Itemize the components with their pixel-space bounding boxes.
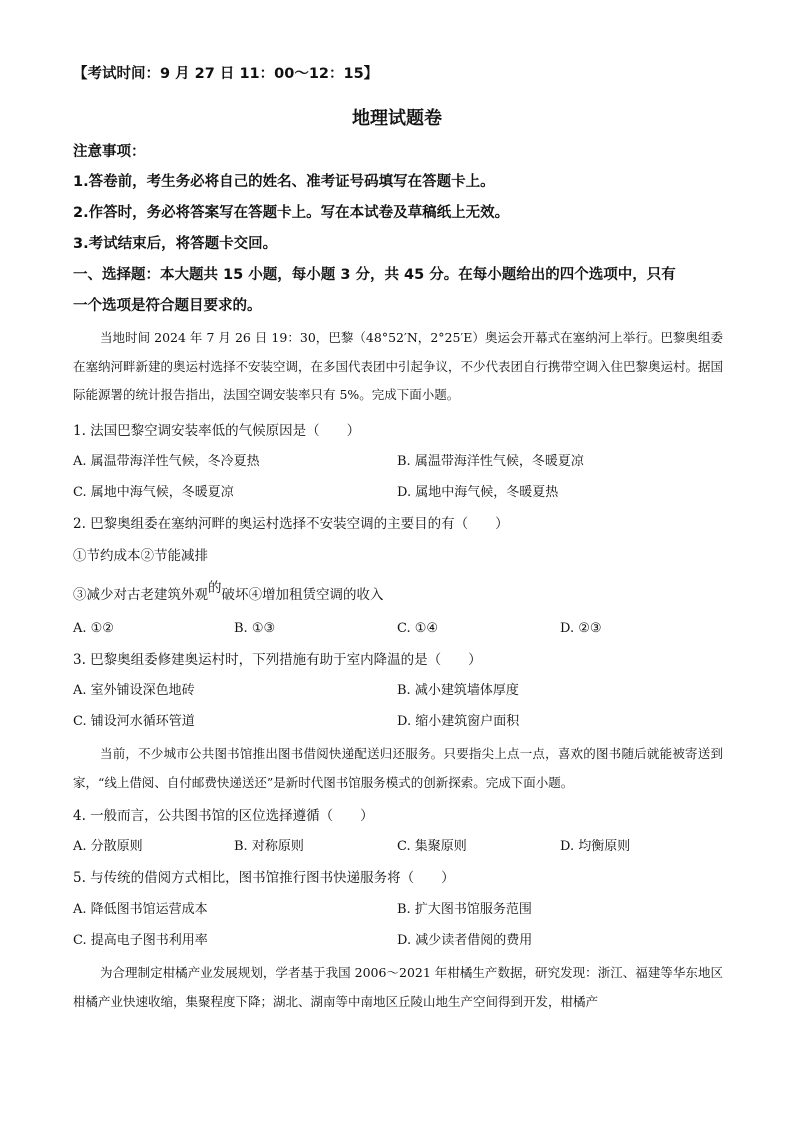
note-item: 2.作答时，务必将答案写在答题卡上。写在本试卷及草稿纸上无效。 — [73, 205, 510, 221]
option-d: D. ②③ — [560, 621, 602, 636]
exam-time: 【考试时间：9 月 27 日 11：00～12：15】 — [73, 66, 379, 82]
option-b: B. 扩大图书馆服务范围 — [397, 902, 532, 917]
option-d: D. 属地中海气候，冬暖夏热 — [397, 485, 559, 500]
option-c: C. 铺设河水循环管道 — [73, 714, 195, 729]
option-b: B. 属温带海洋性气候，冬暖夏凉 — [397, 454, 584, 469]
note-item: 3.考试结束后，将答题卡交回。 — [73, 236, 278, 252]
question-stem: 4. 一般而言，公共图书馆的区位选择遵循（ ） — [73, 808, 374, 824]
passage-paris: 当地时间 2024 年 7 月 26 日 19：30，巴黎（48°52′N，2°25′E）奥运会开幕式在塞纳河上举行。巴黎奥组委在塞纳河畔新建的奥运村选择不安装空调，在多国代表团中引起争议，不少代表团自行携带空调入住巴黎奥运村。据国际能源署的统计报告指出，法国空调安装率只有 5%。完成下面小题。 — [73, 330, 724, 402]
section-instructions: 一、选择题：本大题共 15 小题，每小题 3 分，共 45 分。在每小题给出的四个选项中，只有 — [73, 267, 676, 283]
option-a: A. ①② — [73, 621, 114, 636]
option-d: D. 减少读者借阅的费用 — [397, 933, 533, 948]
option-b: B. 减小建筑墙体厚度 — [397, 683, 519, 698]
passage-citrus: 为合理制定柑橘产业发展规划，学者基于我国 2006～2021 年柑橘生产数据，研究发现：浙江、福建等华东地区柑橘产业快速收缩，集聚程度下降；湖北、湖南等中南地区丘陵山地生产空间得到开发，柑橘产 — [73, 965, 723, 1009]
option-a: A. 分散原则 — [73, 839, 143, 854]
option-c: C. ①④ — [397, 621, 439, 636]
question-stem: 5. 与传统的借阅方式相比，图书馆推行图书快递服务将（ ） — [73, 870, 455, 886]
option-b: B. ①③ — [234, 621, 276, 636]
option-c: C. 集聚原则 — [397, 839, 467, 854]
section-instructions-cont: 一个选项是符合题目要求的。 — [73, 298, 262, 314]
notes-heading: 注意事项： — [73, 144, 146, 160]
question-stem: 2. 巴黎奥组委在塞纳河畔的奥运村选择不安装空调的主要目的有（ ） — [73, 516, 509, 532]
note-item: 1.答卷前，考生务必将自己的姓名、准考证号码填写在答题卡上。 — [73, 174, 495, 190]
page-title: 地理试题卷 — [352, 108, 442, 129]
option-d: D. 均衡原则 — [560, 839, 631, 854]
option-a: A. 降低图书馆运营成本 — [73, 902, 208, 917]
statement-line: ①节约成本②节能减排 — [73, 548, 208, 564]
option-c: C. 属地中海气候，冬暖夏凉 — [73, 485, 234, 500]
option-c: C. 提高电子图书利用率 — [73, 933, 208, 948]
option-a: A. 属温带海洋性气候，冬冷夏热 — [73, 454, 260, 469]
passage-library: 当前，不少城市公共图书馆推出图书借阅快递配送归还服务。只要指尖上点一点，喜欢的图书随后就能被寄送到家，“线上借阅、自付邮费快递送还”是新时代图书馆服务模式的创新探索。完成下面小题。 — [73, 746, 723, 790]
option-b: B. 对称原则 — [234, 839, 304, 854]
question-stem: 3. 巴黎奥组委修建奥运村时，下列措施有助于室内降温的是（ ） — [73, 652, 482, 668]
statement-superscript: 的 — [208, 580, 222, 596]
option-a: A. 室外铺设深色地砖 — [73, 683, 195, 698]
option-d: D. 缩小建筑窗户面积 — [397, 714, 520, 729]
statement-part: 破坏④增加租赁空调的收入 — [221, 587, 384, 603]
statement-line — [73, 580, 384, 605]
question-stem: 1. 法国巴黎空调安装率低的气候原因是（ ） — [73, 423, 361, 439]
statement-part: ③减少对古老建筑外观 — [73, 587, 208, 603]
